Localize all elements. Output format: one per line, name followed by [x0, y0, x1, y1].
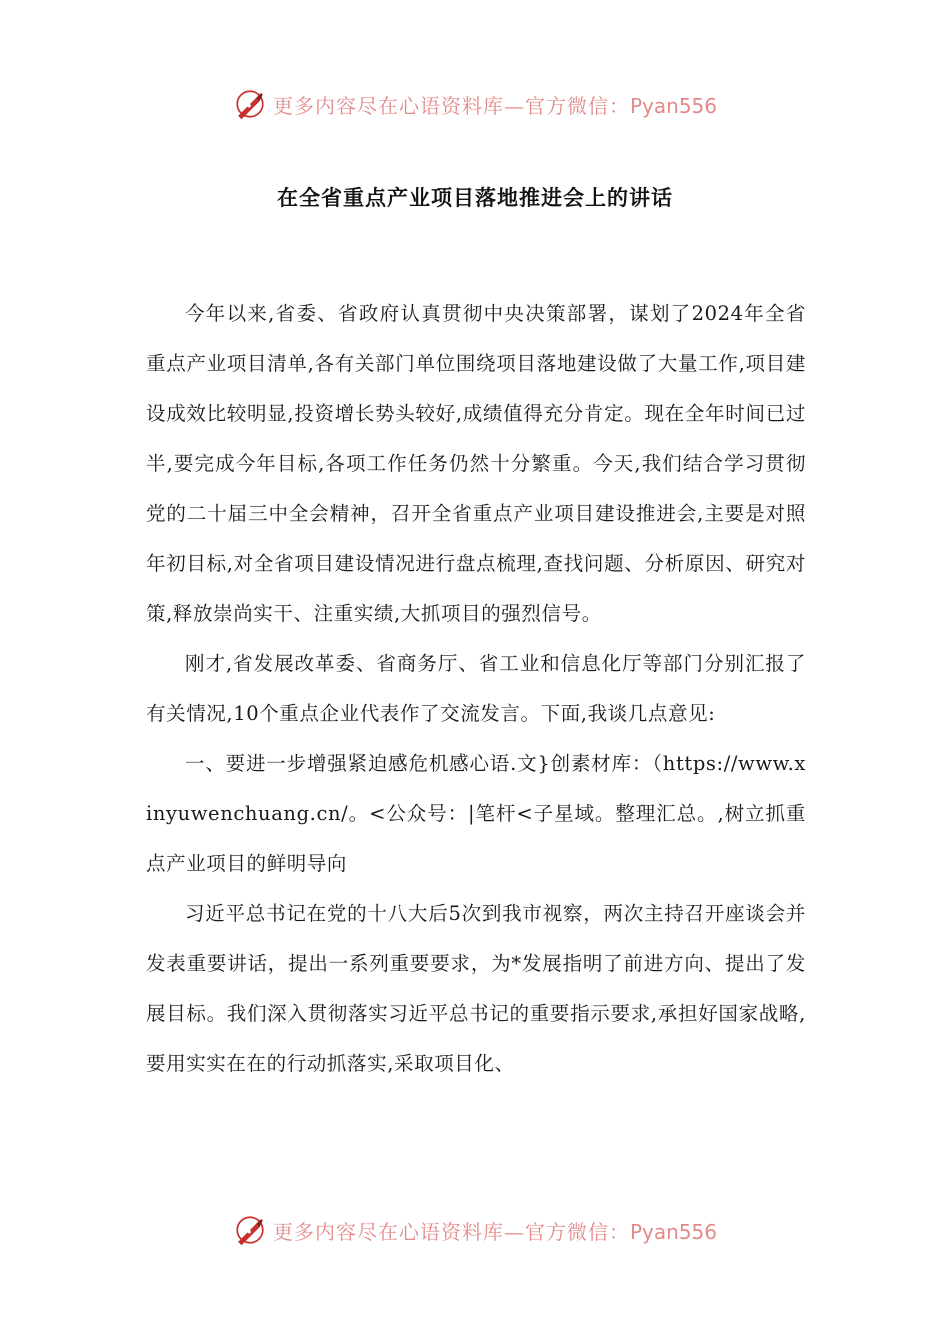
- document-body: [146, 289, 806, 1089]
- paragraph-2: 刚才,省发展改革委、省商务厅、省工业和信息化厅等部门分别汇报了有关情况,10个重点企业代表作了交流发言。下面,我谈几点意见:: [146, 652, 806, 725]
- banner-handle: Pyan556: [629, 1219, 717, 1244]
- paragraph-3: 一、要进一步增强紧迫感危机感心语.文}创素材库：（https://www.xinyuwenchuang.cn/。<公众号：|笔杆<子星域。整理汇总。,树立抓重点产业项目的鲜明导向: [146, 752, 806, 875]
- header-banner: [0, 84, 950, 124]
- footer-banner: [0, 1210, 950, 1250]
- paragraph-1: 今年以来,省委、省政府认真贯彻中央决策部署，谋划了2024年全省重点产业项目清单,各有关部门单位围绕项目落地建设做了大量工作,项目建设成效比较明显,投资增长势头较好,成绩值得充分肯定。现在全年时间已过半,要完成今年目标,各项工作任务仍然十分繁重。今天,我们结合学习贯彻党的二十届三中全会精神，召开全省重点产业项目建设推进会,主要是对照年初目标,对全省项目建设情况进行盘点梳理,查找问题、分析原因、研究对策,释放崇尚实干、注重实绩,大抓项目的强烈信号。: [146, 302, 806, 625]
- banner-handle: Pyan556: [629, 93, 717, 118]
- pen-nib-circle-icon: [233, 87, 267, 121]
- document-title: 在全省重点产业项目落地推进会上的讲话: [277, 186, 673, 210]
- pen-nib-circle-icon: [233, 1213, 267, 1247]
- banner-text: 更多内容尽在心语资料库—官方微信：Pyan556: [272, 93, 717, 118]
- paragraph-4: 习近平总书记在党的十八大后5次到我市视察，两次主持召开座谈会并发表重要讲话，提出一系列重要要求，为*发展指明了前进方向、提出了发展目标。我们深入贯彻落实习近平总书记的重要指示要求,承担好国家战略,要用实实在在的行动抓落实,采取项目化、: [146, 902, 806, 1075]
- banner-text: 更多内容尽在心语资料库—官方微信：Pyan556: [272, 1219, 717, 1244]
